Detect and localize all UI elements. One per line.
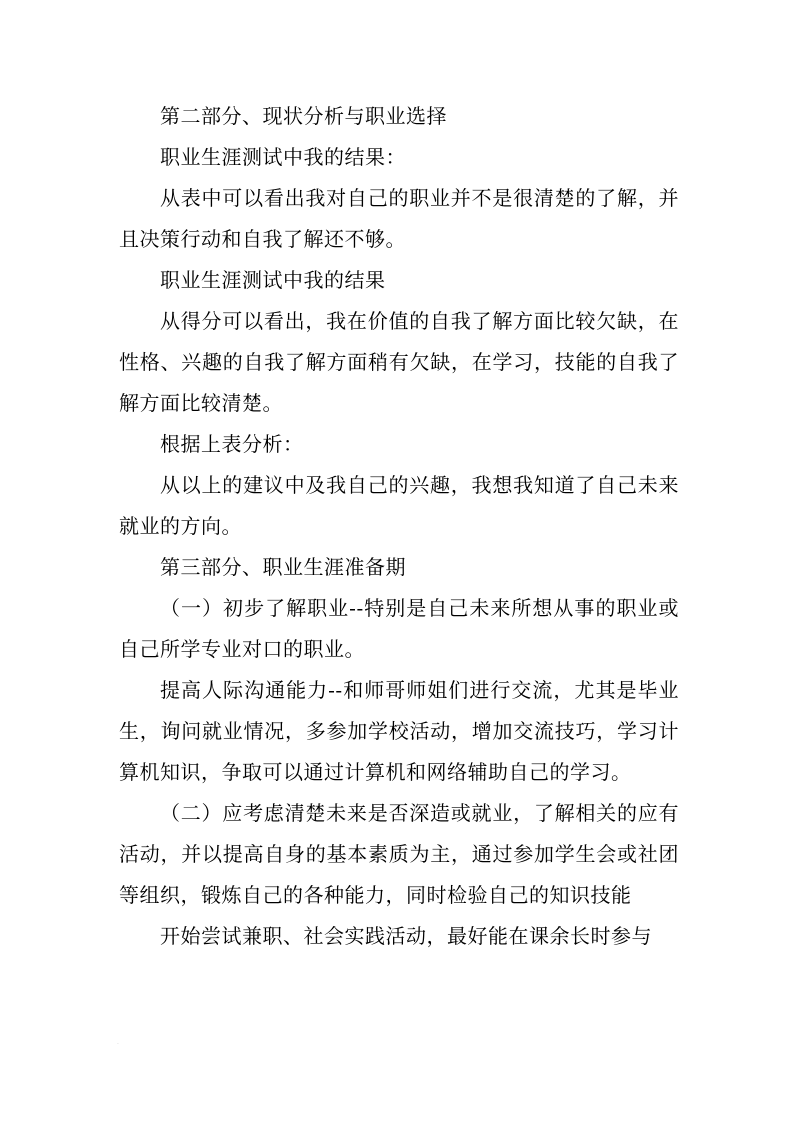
paragraph-score-analysis: 从得分可以看出，我在价值的自我了解方面比较欠缺，在性格、兴趣的自我了解方面稍有欠缺，在学习，技能的自我了解方面比较清楚。 bbox=[119, 309, 679, 415]
paragraph-test-result-2: 职业生涯测试中我的结果 bbox=[160, 268, 386, 292]
margin-mark: . bbox=[117, 1039, 119, 1046]
section-heading-part-two: 第二部分、现状分析与职业选择 bbox=[160, 104, 447, 128]
paragraph-table-heading: 根据上表分析： bbox=[160, 432, 304, 456]
paragraph-career-direction: 从以上的建议中及我自己的兴趣，我想我知道了自己未来就业的方向。 bbox=[119, 473, 679, 538]
document-body bbox=[119, 96, 679, 957]
paragraph-part-time: 开始尝试兼职、社会实践活动，最好能在课余长时参与 bbox=[160, 924, 652, 948]
paragraph-item-one: （一）初步了解职业--特别是自己未来所想从事的职业或自己所学专业对口的职业。 bbox=[119, 596, 679, 661]
paragraph-test-result-1: 职业生涯测试中我的结果： bbox=[160, 145, 406, 169]
paragraph-table-analysis: 从表中可以看出我对自己的职业并不是很清楚的了解，并且决策行动和自我了解还不够。 bbox=[119, 186, 679, 251]
paragraph-communication: 提高人际沟通能力--和师哥师姐们进行交流，尤其是毕业生，询问就业情况，多参加学校活动，增加交流技巧，学习计算机知识，争取可以通过计算机和网络辅助自己的学习。 bbox=[119, 678, 679, 784]
paragraph-item-two: （二）应考虑清楚未来是否深造或就业，了解相关的应有活动，并以提高自身的基本素质为主，通过参加学生会或社团等组织，锻炼自己的各种能力，同时检验自己的知识技能 bbox=[119, 801, 679, 907]
section-heading-part-three: 第三部分、职业生涯准备期 bbox=[160, 555, 406, 579]
